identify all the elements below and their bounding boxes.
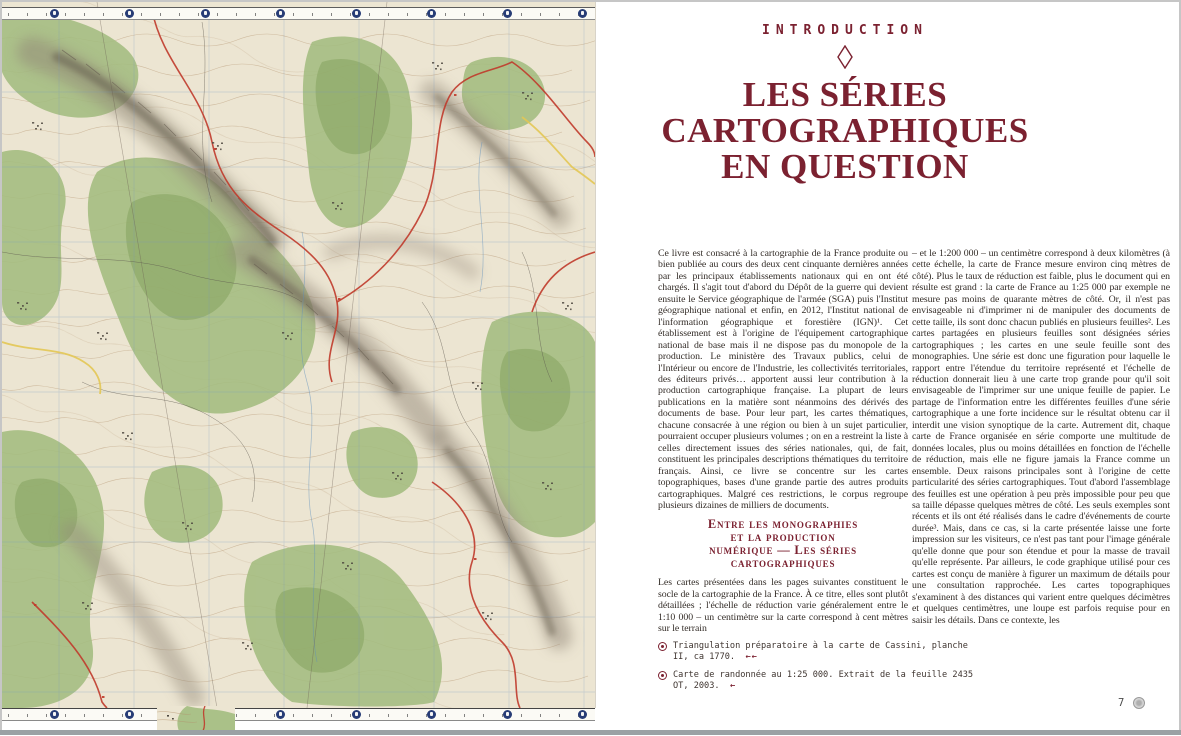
body-column-right	[912, 248, 1170, 626]
grid-number-marker	[50, 9, 59, 18]
section-heading-line: Entre les monographies	[707, 517, 859, 532]
grid-number-marker	[578, 710, 587, 719]
grid-number-marker	[125, 710, 134, 719]
figure-caption	[658, 641, 978, 662]
map-margin-top	[2, 7, 595, 20]
grid-number-marker	[276, 9, 285, 18]
map-artwork	[2, 2, 595, 708]
map-grid-markers-top	[50, 8, 587, 19]
grid-number-marker	[201, 9, 210, 18]
map-margin-bottom	[2, 708, 595, 721]
map-overlap-flap	[157, 706, 235, 731]
paragraph: Ce livre est consacré à la cartographie de la France produite ou bien publiée au cours des deux cent cinquante dernières années par les principaux établissements nationaux qui en ont été chargés. Il s'agit tout d'abord du Dépôt de la guerre qui devient ensuite le Service géographique de l'armée (SGA) puis l'Institut géographique national et enfin, en 2012, l'Institut national de l'information géographique et forestière (IGN)¹. Cet établissement est à l'origine de l'équipement cartographique national de base mais il ne dispose pas du monopole de la production. Le ministère des Travaux publics, celui de l'Intérieur ou encore de l'Industrie, les collectivités territoriales, des éditeurs privés… apportent aussi leur contribution à la production cartographique française. La plupart de leurs publications en la matière sont néanmoins des dérivés des documents de base. Pour leur part, les cartes thématiques, chacune consacrée à une région ou bien à un sujet particulier, pourraient occuper plusieurs volumes ; on en a restreint la liste à celles directement issues des séries nationales, qui, de fait, constituent les principales descriptions thématiques du territoire français. Ainsi, ce livre se concentre sur les cartes topographiques, bases d'une grande partie des autres produits cartographiques. Malgré ces restrictions, le corpus regroupe plusieurs dizaines de milliers de documents.	[658, 248, 908, 511]
grid-number-marker	[352, 9, 361, 18]
grid-number-marker	[503, 710, 512, 719]
caption-label: Carte de randonnée au 1:25 000. Extrait de la feuille 2435 OT, 2003.	[673, 670, 974, 691]
chapter-header	[648, 0, 1042, 208]
caption-text	[673, 641, 978, 662]
page-title	[648, 77, 1042, 185]
caption-arrow-icon: ←←	[745, 651, 758, 662]
page-number: 7	[1118, 697, 1125, 709]
caption-label: Triangulation préparatoire à la carte de Cassini, planche II, ca 1770.	[673, 641, 968, 662]
caption-bullet-icon	[658, 671, 667, 680]
grid-number-marker	[503, 9, 512, 18]
grid-number-marker	[352, 710, 361, 719]
title-line: LES SÉRIES	[742, 75, 948, 114]
section-heading-line: cartographiques	[730, 556, 836, 571]
section-heading-line: et la production	[730, 530, 836, 545]
title-line: EN QUESTION	[721, 147, 969, 186]
printer-ornament-icon	[1133, 697, 1145, 709]
title-line: CARTOGRAPHIQUES	[661, 111, 1029, 150]
intro-kicker: INTRODUCTION	[762, 23, 928, 38]
topographic-map-image	[2, 2, 596, 708]
caption-text	[673, 670, 978, 691]
scan-frame-bottom-edge	[0, 730, 1181, 735]
diamond-ornament-icon	[837, 45, 853, 69]
grid-number-marker	[427, 710, 436, 719]
caption-arrow-icon: ←	[729, 680, 737, 691]
grid-number-marker	[125, 9, 134, 18]
figure-captions	[658, 641, 978, 699]
paragraph: – et le 1:200 000 – un centimètre correspond à deux kilomètres (à cette échelle, la carte de France mesure environ cinq mètres de côté). Plus le taux de réduction est faible, plus le document qui en résulte est grand : la carte de France au 1:25 000 par exemple ne mesure pas moins de quarante mètres de côté. Or, il n'est pas envisageable ni d'imprimer ni de manipuler des documents de cette taille, ils sont donc chacun publiés en plusieurs feuilles². Les cartes partagées en plusieurs feuilles sont désignées séries cartographiques ; les cartes en une seule feuille sont des monographies. Une série est donc une figuration pour laquelle le rapport entre l'étendue du territoire représenté et l'échelle de réduction donnerait lieu à une carte trop grande pour qu'il soit envisageable de l'imprimer sur une unique feuille de papier. Le partage de l'information entre les différentes feuilles d'une série cartographique a une forte incidence sur le résultat obtenu car il interdit une vision synoptique de la carte. Autrement dit, chaque carte de France organisée en série comporte une multitude de données locales, plus ou moins détaillées en fonction de l'échelle de réduction, mais elle ne figure jamais la France comme un ensemble. Deux raisons principales sont à l'origine de cette particularité des séries cartographiques. Tout d'abord l'assemblage des feuilles est une opération à peu près impossible pour peu que sa taille dépasse quelques mètres de côté. Les seuls exemples sont récents et ils ont été réalisés dans le cadre d'événements de courte durée³. Mais, dans ce cas, si la carte présentée laisse une forte impression sur les visiteurs, ce n'est pas tant pour l'image générale qu'elle donne que pour son étendue et pour la masse de travail qu'elle représente. Par ailleurs, le code graphique utilisé pour ces cartes est conçu de manière à figurer un maximum de détails pour une consultation rapprochée. Les cartes topographiques s'examinent à des distances qui varient entre quelques décimètres et quelques centimètres, une loupe est parfois requise pour en saisir les détails. Dans ce contexte, les	[912, 248, 1170, 626]
map-page	[2, 2, 595, 733]
map-grid-markers-bottom	[50, 709, 587, 720]
caption-bullet-icon	[658, 642, 667, 651]
paragraph: Les cartes présentées dans les pages suivantes constituent le socle de la cartographie de la France. À ce titre, elles sont plutôt détaillées ; l'échelle de réduction varie généralement entre le 1:10 000 – un centimètre sur la carte correspond à cent mètres sur le terrain	[658, 577, 908, 635]
text-page	[600, 0, 1181, 735]
page-footer	[1118, 697, 1145, 709]
section-heading-line: numérique — Les séries	[709, 543, 857, 558]
section-heading	[658, 518, 908, 570]
grid-number-marker	[276, 710, 285, 719]
grid-number-marker	[427, 9, 436, 18]
grid-number-marker	[50, 710, 59, 719]
grid-number-marker	[578, 9, 587, 18]
body-column-left	[658, 248, 908, 635]
figure-caption	[658, 670, 978, 691]
